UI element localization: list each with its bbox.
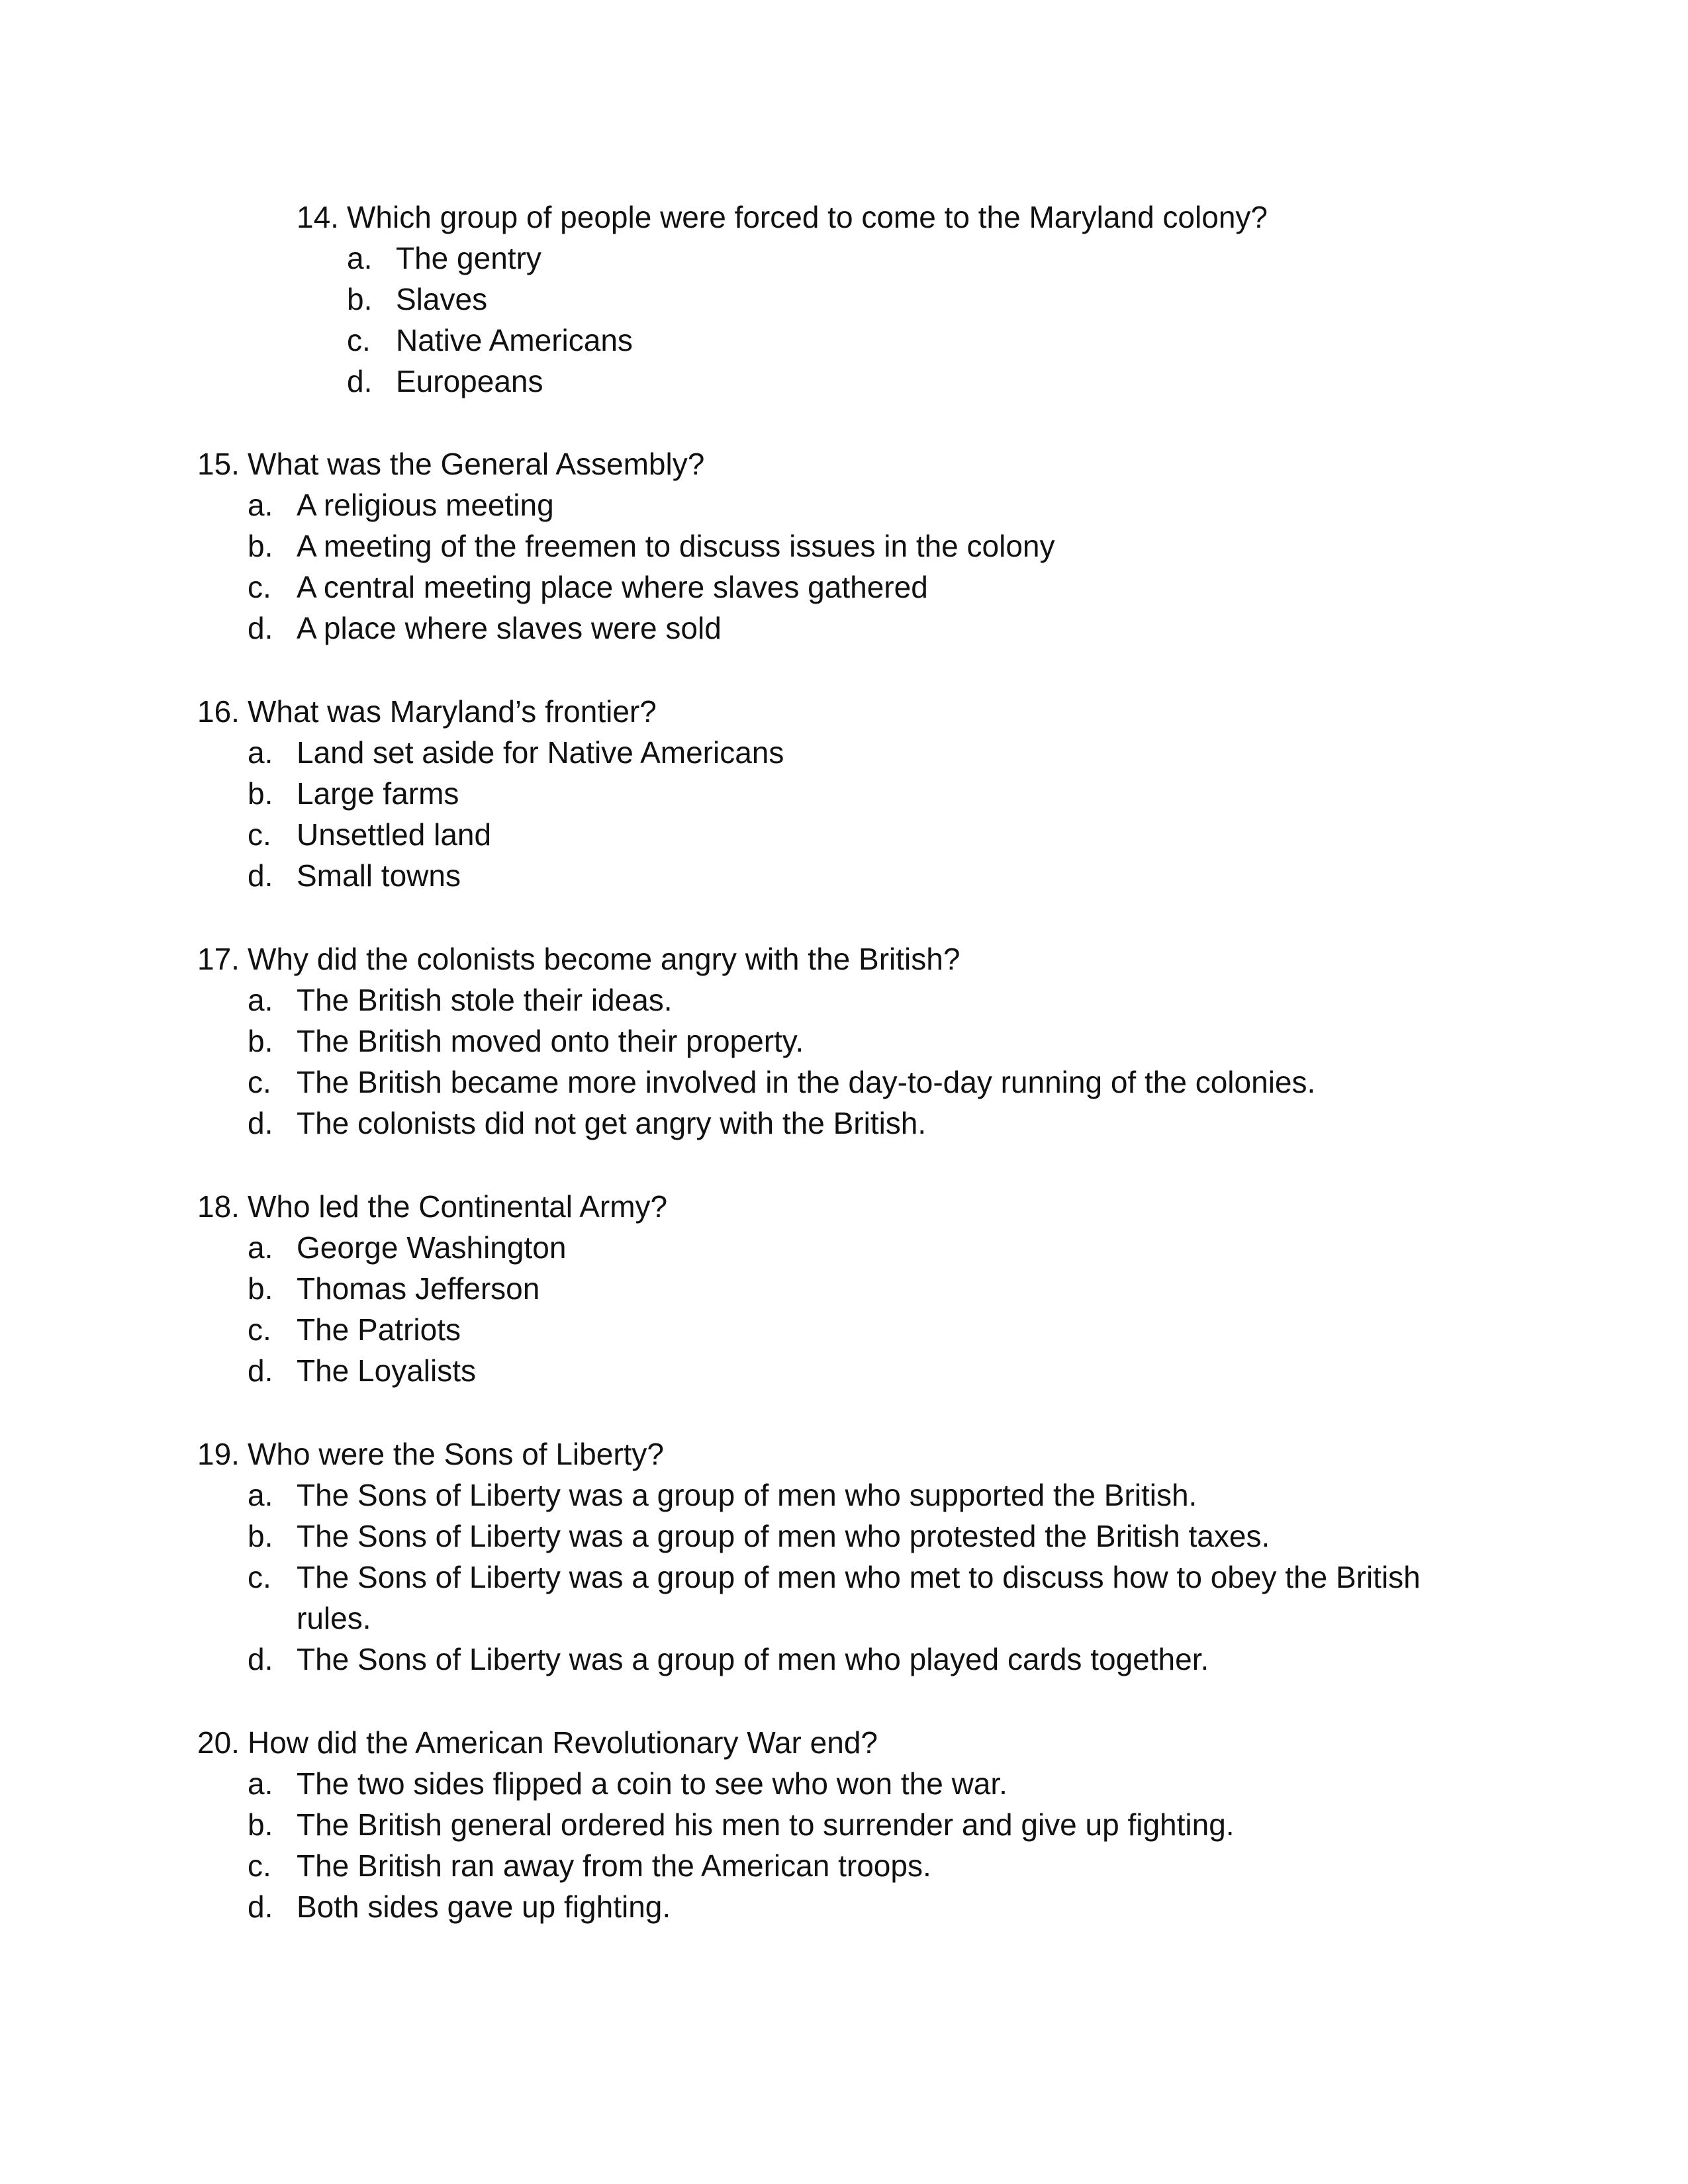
option-letter: d. [248, 1642, 273, 1676]
question-20 [197, 1722, 1488, 1927]
option-a [248, 1227, 1488, 1268]
option-letter: a. [248, 735, 273, 770]
question-19 [197, 1433, 1488, 1680]
option-letter: c. [248, 817, 271, 852]
question-14 [297, 197, 1268, 402]
question-number: 19. [197, 1437, 240, 1471]
option-letter: a. [248, 983, 273, 1017]
option-text: Thomas Jefferson [297, 1271, 540, 1306]
question-number: 15. [197, 447, 240, 481]
option-text: Slaves [396, 282, 488, 316]
option-a [248, 1475, 1488, 1516]
option-letter: d. [248, 1889, 273, 1924]
option-b [347, 279, 1268, 320]
option-text: The British general ordered his men to surrender and give up fighting. [297, 1807, 1235, 1842]
option-text: The British moved onto their property. [297, 1024, 804, 1058]
question-17 [197, 938, 1488, 1144]
option-text: The Loyalists [297, 1353, 477, 1388]
options-list [248, 1227, 1488, 1391]
option-letter: a. [248, 488, 273, 522]
question-text: Which group of people were forced to come to the Maryland colony? [347, 200, 1268, 234]
options-list [248, 979, 1488, 1144]
option-a [248, 979, 1488, 1021]
question-text: Why did the colonists become angry with the British? [248, 942, 961, 976]
question-text: Who led the Continental Army? [248, 1189, 668, 1224]
option-text: Both sides gave up fighting. [297, 1889, 671, 1924]
option-d [248, 1103, 1488, 1144]
option-c [248, 814, 1488, 855]
option-text: Land set aside for Native Americans [297, 735, 784, 770]
option-text: The colonists did not get angry with the British. [297, 1106, 927, 1140]
options-list [248, 1475, 1488, 1680]
question-stem [197, 443, 1488, 484]
question-15 [197, 443, 1488, 649]
option-letter: b. [248, 1519, 273, 1553]
option-letter: c. [347, 323, 371, 357]
option-text: The British became more involved in the day-to-day running of the colonies. [297, 1065, 1316, 1099]
option-text: Large farms [297, 776, 459, 811]
question-stem [197, 1186, 1488, 1227]
option-letter: c. [248, 570, 271, 604]
option-c [248, 1062, 1488, 1103]
question-number: 17. [197, 942, 240, 976]
question-number: 20. [197, 1725, 240, 1760]
option-letter: d. [248, 858, 273, 893]
option-text: The gentry [396, 241, 541, 275]
question-number: 18. [197, 1189, 240, 1224]
option-letter: b. [248, 1271, 273, 1306]
option-d [248, 1350, 1488, 1391]
option-text: A place where slaves were sold [297, 611, 722, 645]
option-c [347, 320, 1268, 361]
question-text: How did the American Revolutionary War end? [248, 1725, 878, 1760]
option-a [248, 1763, 1488, 1804]
options-list [248, 732, 1488, 896]
option-text: Europeans [396, 364, 543, 398]
question-number: 16. [197, 694, 240, 729]
option-d [248, 1886, 1488, 1927]
option-b [248, 773, 1488, 814]
question-stem [197, 938, 1488, 979]
question-stem [197, 1433, 1488, 1475]
option-letter: d. [248, 611, 273, 645]
option-letter: a. [248, 1478, 273, 1512]
option-letter: d. [347, 364, 373, 398]
option-text: Small towns [297, 858, 461, 893]
option-c [248, 567, 1488, 608]
option-text: The Sons of Liberty was a group of men who played cards together. [297, 1642, 1209, 1676]
question-text: What was the General Assembly? [248, 447, 705, 481]
option-letter: b. [248, 529, 273, 563]
option-b [248, 525, 1488, 567]
option-letter: a. [347, 241, 373, 275]
option-letter: b. [248, 1807, 273, 1842]
option-c [248, 1845, 1488, 1886]
option-b [248, 1804, 1488, 1845]
options-list [248, 484, 1488, 649]
option-a [347, 238, 1268, 279]
option-text: Unsettled land [297, 817, 492, 852]
options-list [347, 238, 1268, 402]
question-stem [297, 197, 1268, 238]
option-text: The two sides flipped a coin to see who won the war. [297, 1766, 1008, 1801]
option-letter: c. [248, 1560, 271, 1594]
option-a [248, 484, 1488, 525]
question-stem [197, 691, 1488, 732]
option-text: The British ran away from the American troops. [297, 1848, 931, 1883]
option-text: Native Americans [396, 323, 633, 357]
question-stem [197, 1722, 1488, 1763]
option-letter: b. [248, 776, 273, 811]
option-letter: d. [248, 1353, 273, 1388]
option-text: A religious meeting [297, 488, 554, 522]
option-text: George Washington [297, 1230, 567, 1265]
option-text: A central meeting place where slaves gathered [297, 570, 928, 604]
question-number: 14. [297, 200, 339, 234]
option-d [248, 855, 1488, 896]
option-a [248, 732, 1488, 773]
option-b [248, 1268, 1488, 1309]
option-text: The Patriots [297, 1312, 461, 1347]
option-letter: b. [347, 282, 373, 316]
option-text: The Sons of Liberty was a group of men who protested the British taxes. [297, 1519, 1270, 1553]
question-text: What was Maryland’s frontier? [248, 694, 657, 729]
question-16 [197, 691, 1488, 896]
option-letter: d. [248, 1106, 273, 1140]
option-text: A meeting of the freemen to discuss issues in the colony [297, 529, 1055, 563]
question-text: Who were the Sons of Liberty? [248, 1437, 664, 1471]
question-18 [197, 1186, 1488, 1391]
option-text: The Sons of Liberty was a group of men who met to discuss how to obey the British rules. [297, 1560, 1421, 1635]
option-d [248, 608, 1488, 649]
option-letter: a. [248, 1230, 273, 1265]
option-b [248, 1516, 1488, 1557]
option-letter: c. [248, 1065, 271, 1099]
options-list [248, 1763, 1488, 1927]
option-text: The British stole their ideas. [297, 983, 673, 1017]
option-letter: a. [248, 1766, 273, 1801]
option-text: The Sons of Liberty was a group of men who supported the British. [297, 1478, 1197, 1512]
option-c [248, 1557, 1488, 1639]
option-c [248, 1309, 1488, 1350]
option-b [248, 1021, 1488, 1062]
option-d [347, 361, 1268, 402]
option-d [248, 1639, 1488, 1680]
option-letter: b. [248, 1024, 273, 1058]
option-letter: c. [248, 1312, 271, 1347]
option-letter: c. [248, 1848, 271, 1883]
